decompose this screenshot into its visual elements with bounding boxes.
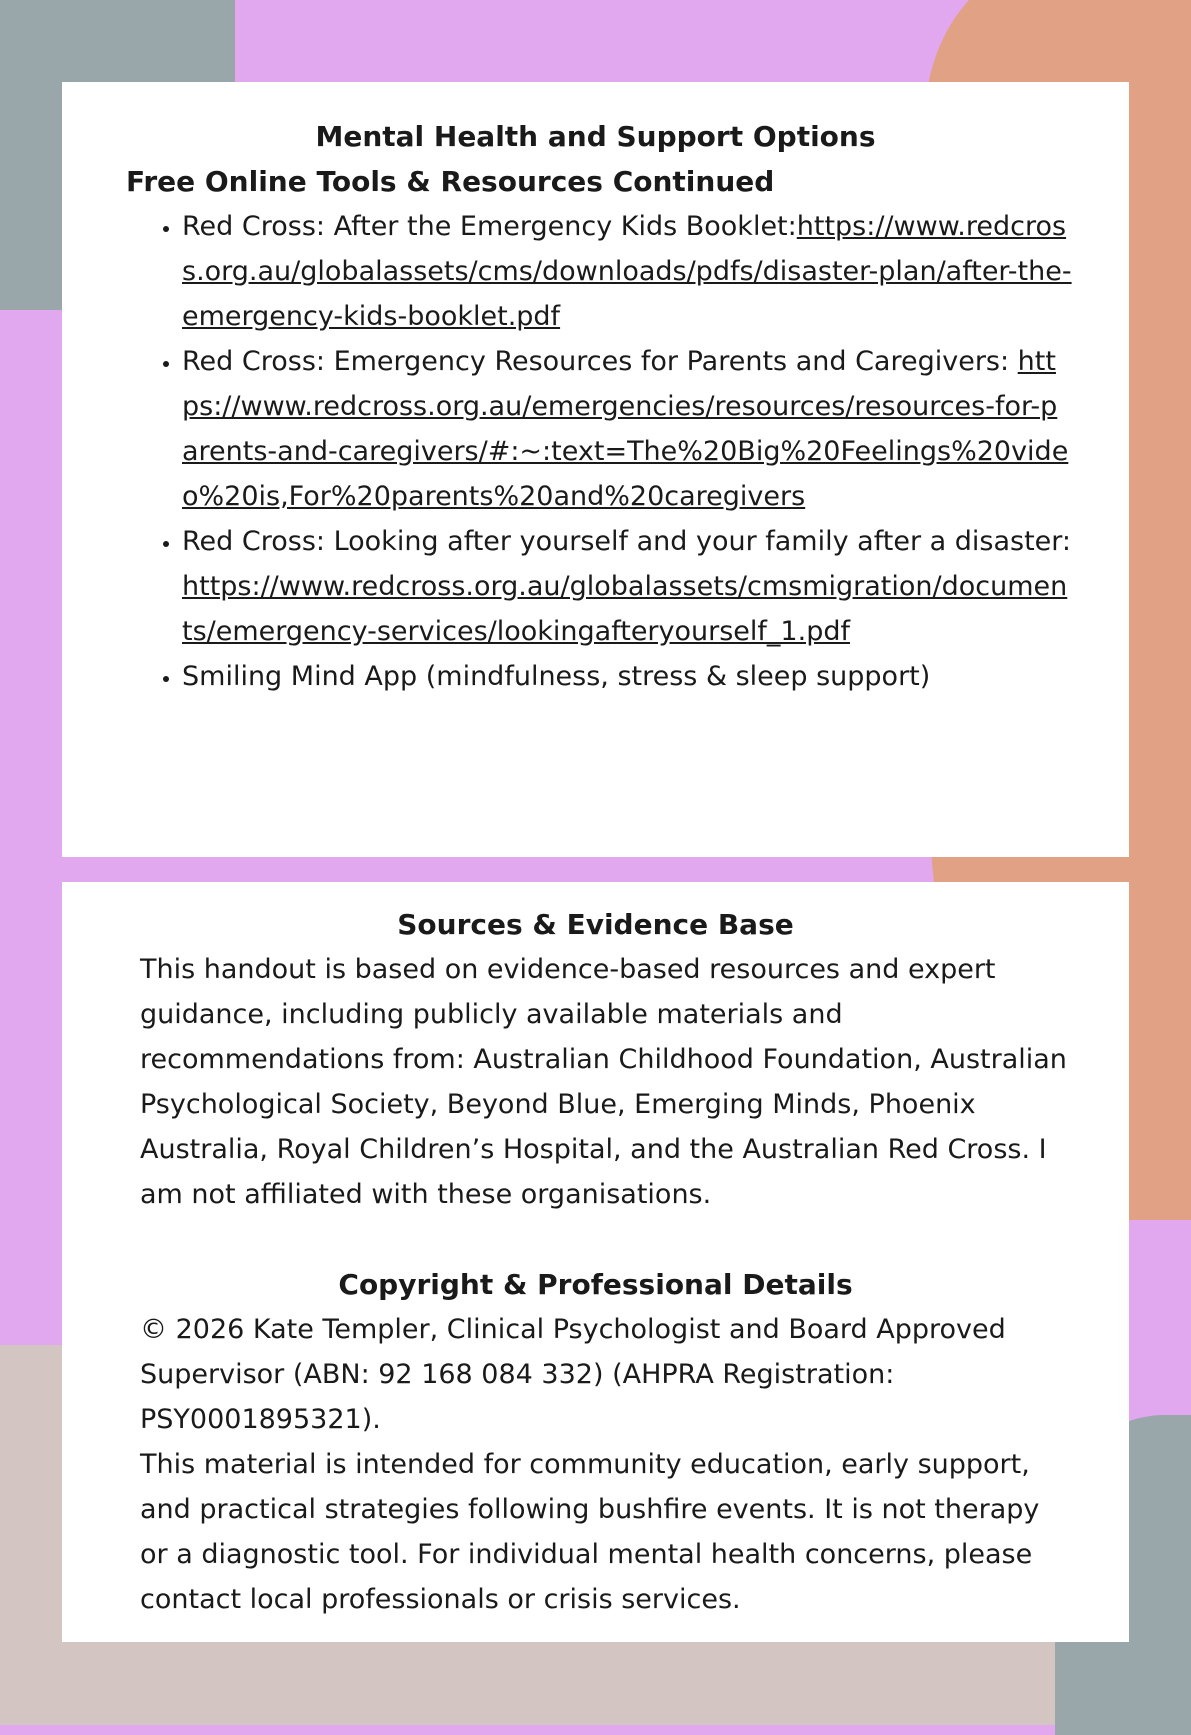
- resource-link[interactable]: https://www.redcross.org.au/emergencies/resources/resources-for-parents-and-caregivers/#:~:text=The%20Big%20Feelings%20video%20is,For%20parents%20and%20caregivers: [182, 346, 1069, 512]
- disclaimer-paragraph: This material is intended for community education, early support, and practical strategies following bushfire events. It is not therapy or a diagnostic tool. For individual mental health concerns, please contact local professionals or crisis services.: [140, 1449, 1040, 1615]
- spacer: [62, 1217, 1129, 1262]
- list-item: [182, 204, 1073, 339]
- resource-label: Red Cross: Emergency Resources for Parents and Caregivers:: [182, 346, 1018, 377]
- resources-card: [62, 82, 1129, 857]
- list-item: [182, 519, 1073, 654]
- list-item: [182, 339, 1073, 519]
- sources-paragraph: This handout is based on evidence-based resources and expert guidance, including publicly available materials and recommendations from: Australian Childhood Foundation, Australian Psychological Society, Beyond Blue, Emerging Minds, Phoenix Australia, Royal Children’s Hospital, and the Australian Red Cross. I am not affiliated with these organisations.: [140, 954, 1067, 1210]
- resource-label: Smiling Mind App (mindfulness, stress & sleep support): [182, 661, 931, 692]
- resource-label: Red Cross: After the Emergency Kids Booklet:: [182, 211, 797, 242]
- resource-link[interactable]: https://www.redcross.org.au/globalassets/cmsmigration/documents/emergency-services/lookingafteryourself_1.pdf: [182, 571, 1068, 647]
- copyright-heading: Copyright & Professional Details: [338, 1268, 853, 1301]
- resource-link[interactable]: https://www.redcross.org.au/globalassets/cms/downloads/pdfs/disaster-plan/after-the-emergency-kids-booklet.pdf: [182, 211, 1072, 332]
- resource-list: [62, 204, 1129, 699]
- section-subtitle: Free Online Tools & Resources Continued: [126, 165, 775, 198]
- sources-heading: Sources & Evidence Base: [397, 908, 794, 941]
- copyright-paragraph: © 2026 Kate Templer, Clinical Psychologist and Board Approved Supervisor (ABN: 92 168 084 332) (AHPRA Registration: PSY0001895321).: [140, 1314, 1006, 1435]
- resource-label: Red Cross: Looking after yourself and your family after a disaster:: [182, 526, 1071, 557]
- list-item: [182, 654, 1073, 699]
- info-card: [62, 882, 1129, 1642]
- page-title: Mental Health and Support Options: [315, 120, 876, 153]
